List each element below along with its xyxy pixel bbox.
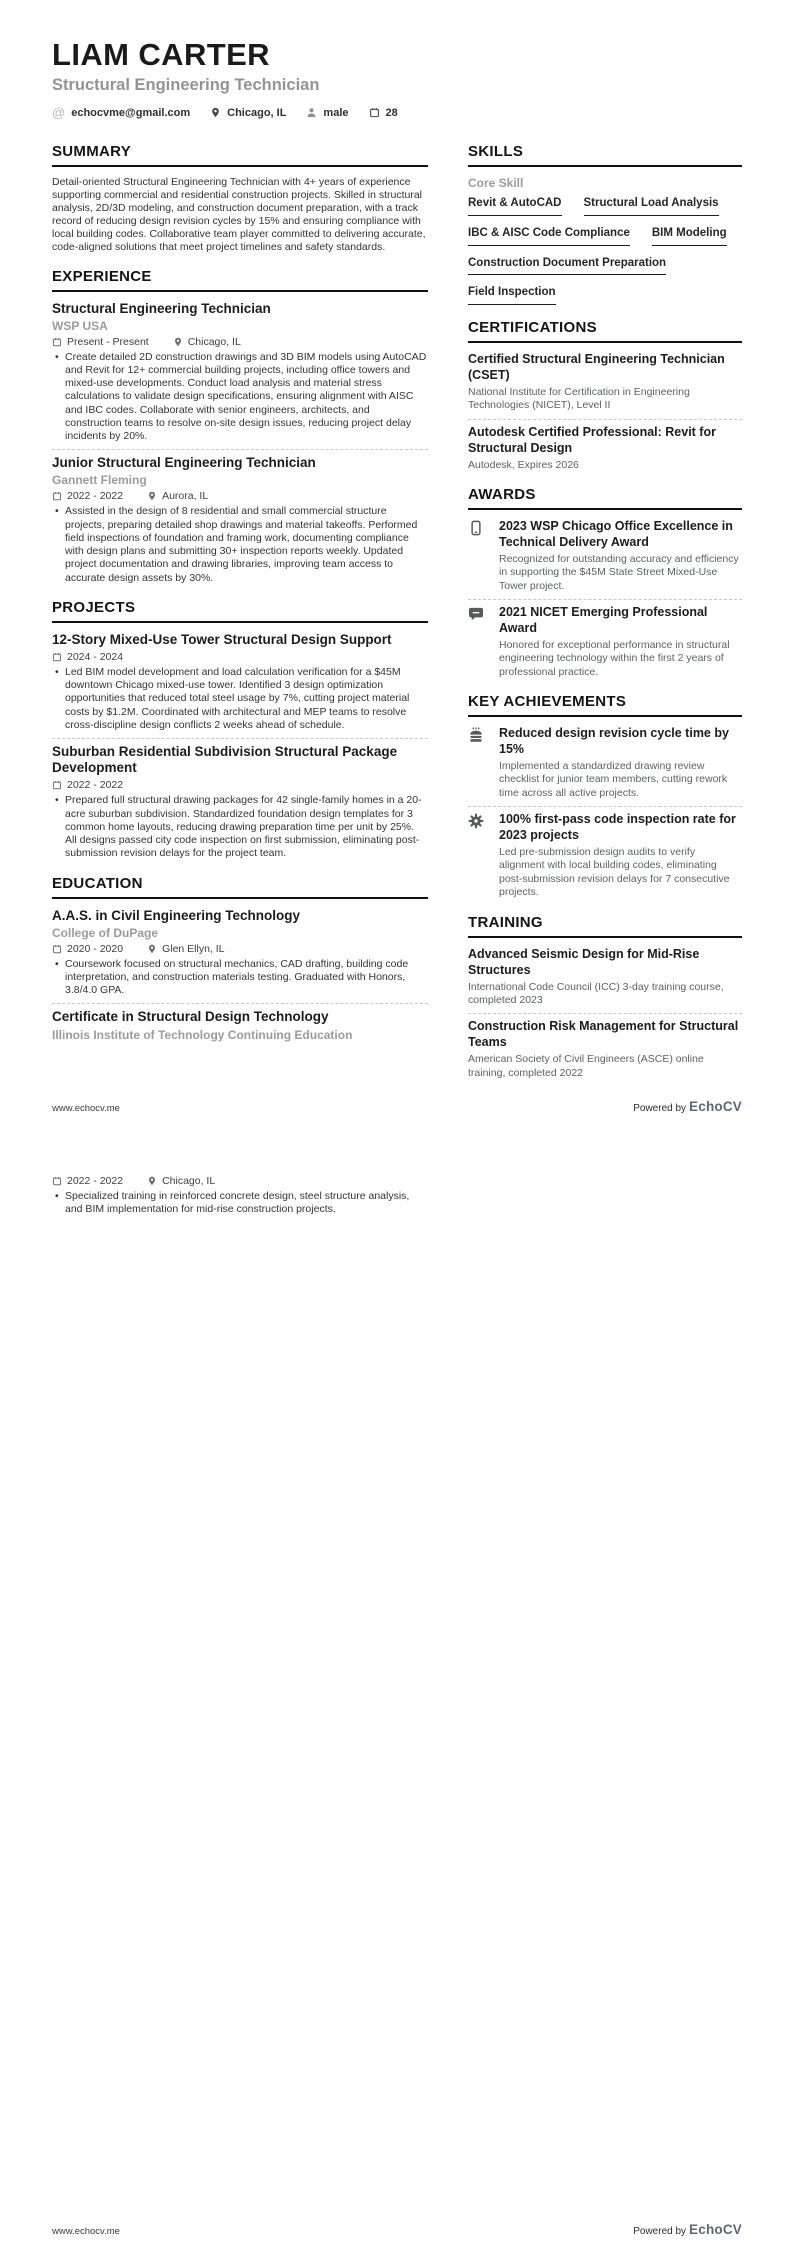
calendar-icon <box>52 491 62 501</box>
job-bullets <box>52 351 428 444</box>
certification-entry <box>468 352 742 413</box>
education-location-value: Chicago, IL <box>162 1175 216 1187</box>
education-location-value: Glen Ellyn, IL <box>162 942 225 955</box>
certification-entry <box>468 425 742 472</box>
achievement-description: Led pre-submission design audits to verify alignment with local building codes, eliminating post-submission revision delays for 7 consecutive projects. <box>499 846 730 899</box>
education-dates <box>52 943 123 955</box>
certification-issuer: Autodesk, Expires 2026 <box>468 458 579 471</box>
award-entry <box>468 519 742 593</box>
project-bullets <box>52 666 428 732</box>
job-title: Junior Structural Engineering Technician <box>52 455 316 471</box>
page-2 <box>0 1123 794 2246</box>
project-bullet: • Led BIM model development and load calculation verification for a $45M downtown Chicago mixed-use tower. Identified 3 design optimization opportunities that reduced total steel usage by 7%, cutting project material costs by $1.2M. Coordinated with architectural and MEP teams to resolve cross-discipline design conflicts 2 weeks ahead of schedule. <box>52 666 428 732</box>
contact-age-value: 28 <box>385 106 398 119</box>
candidate-name: LIAM CARTER <box>52 37 270 72</box>
award-description: Honored for exceptional performance in structural engineering technology within the first 2 years of professional practice. <box>499 638 730 678</box>
education-meta-row <box>52 1175 428 1187</box>
entry-divider <box>52 449 428 450</box>
education-dates <box>52 1175 123 1187</box>
degree-title: Certificate in Structural Design Technology <box>52 1009 329 1025</box>
education-date-value: 2022 - 2022 <box>67 1175 124 1187</box>
training-entry <box>468 1019 742 1080</box>
summary-text: Detail-oriented Structural Engineering Technician with 4+ years of experience supporting commercial and residential construction projects. Skilled in structural analysis, 2D/3D modeling, and construction document preparation, with a track record of reducing design revision cycles by 15% and ensuring compliance with local building codes. Collaborative team player committed to delivering accurate, code-aligned solutions that meet project timelines and safety standards. <box>52 176 426 253</box>
skills-section <box>468 143 742 305</box>
contact-email-value: echocvme@gmail.com <box>71 106 191 119</box>
education-entry <box>52 1009 428 1041</box>
contact-row <box>52 106 742 119</box>
experience-entry <box>52 301 428 444</box>
education-date-value: 2020 - 2020 <box>67 942 124 955</box>
skill-chip: Field Inspection <box>468 286 556 305</box>
education-section <box>52 875 428 1042</box>
person-icon <box>306 107 317 118</box>
project-dates <box>52 651 123 663</box>
project-entry <box>52 632 428 732</box>
achievement-icon-column <box>468 726 486 800</box>
training-description: American Society of Civil Engineers (ASCE) online training, completed 2022 <box>468 1053 704 1079</box>
achievement-title: Reduced design revision cycle time by 15% <box>499 726 729 757</box>
project-dates <box>52 779 123 791</box>
education-bullet: • Coursework focused on structural mechanics, CAD drafting, building code interpretation, and construction materials testing. Graduated with Honors, 3.8/4.0 GPA. <box>52 958 428 998</box>
contact-location-value: Chicago, IL <box>227 106 287 119</box>
achievement-entry <box>468 812 742 900</box>
contact-gender-value: male <box>323 106 349 119</box>
entry-divider <box>52 1003 428 1004</box>
award-icon-column <box>468 519 486 593</box>
job-location-value: Aurora, IL <box>162 490 209 503</box>
entry-divider <box>468 806 742 807</box>
skill-chip: Revit & AutoCAD <box>468 197 562 216</box>
job-date-value: Present - Present <box>67 335 149 348</box>
company-name: WSP USA <box>52 318 108 333</box>
page-2-footer <box>52 2222 742 2237</box>
project-date-value: 2024 - 2024 <box>67 650 124 663</box>
award-icon-column <box>468 605 486 679</box>
training-description: International Code Council (ICC) 3-day training course, completed 2023 <box>468 980 724 1006</box>
education-bullets <box>52 958 428 998</box>
job-bullets <box>52 505 428 584</box>
echocv-brand-link[interactable]: EchoCV <box>689 1099 742 1114</box>
key-achievements-heading: KEY ACHIEVEMENTS <box>468 693 742 717</box>
calendar-icon <box>52 337 62 347</box>
project-meta-row <box>52 779 428 791</box>
job-location <box>147 490 208 502</box>
skill-category-label: Core Skill <box>468 176 524 191</box>
job-dates <box>52 336 149 348</box>
contact-location <box>210 107 286 119</box>
education-bullet: • Specialized training in reinforced concrete design, steel structure analysis, and BIM implementation for mid-rise construction projects. <box>52 1190 428 1216</box>
school-name: Illinois Institute of Technology Continuing Education <box>52 1027 353 1042</box>
key-achievements-section <box>468 693 742 900</box>
training-entry <box>468 947 742 1008</box>
awards-section <box>468 486 742 679</box>
powered-by-label: Powered by <box>633 2226 687 2237</box>
entry-divider <box>468 1013 742 1014</box>
at-sign-icon: @ <box>52 105 66 121</box>
certifications-section <box>468 319 742 472</box>
powered-by-label: Powered by <box>633 1103 687 1114</box>
right-column <box>468 143 742 1094</box>
experience-heading: EXPERIENCE <box>52 268 428 292</box>
skill-chip: Structural Load Analysis <box>584 197 719 216</box>
job-date-value: 2022 - 2022 <box>67 490 124 503</box>
map-pin-icon <box>173 337 183 347</box>
job-location <box>173 336 241 348</box>
awards-heading: AWARDS <box>468 486 742 510</box>
calendar-icon <box>52 652 62 662</box>
job-location-value: Chicago, IL <box>187 335 241 348</box>
skill-chip-list <box>468 197 742 305</box>
skill-chip: IBC & AISC Code Compliance <box>468 227 630 246</box>
projects-heading: PROJECTS <box>52 599 428 623</box>
award-title: 2021 NICET Emerging Professional Award <box>499 605 708 636</box>
achievement-title: 100% first-pass code inspection rate for 2023 projects <box>499 812 736 843</box>
certification-issuer: National Institute for Certification in Engineering Technologies (NICET), Level II <box>468 386 690 412</box>
calendar-icon <box>52 780 62 790</box>
project-title: 12-Story Mixed-Use Tower Structural Design Support <box>52 631 392 647</box>
education-bullets <box>52 1190 428 1216</box>
achievement-icon-column <box>468 812 486 900</box>
achievement-description: Implemented a standardized drawing review checklist for junior team members, cutting rework time across all active projects. <box>499 759 728 799</box>
map-pin-icon <box>147 944 157 954</box>
entry-divider <box>52 738 428 739</box>
training-title: Advanced Seismic Design for Mid-Rise Structures <box>468 946 700 977</box>
powered-by <box>633 1099 742 1114</box>
training-section <box>468 914 742 1080</box>
school-name: College of DuPage <box>52 925 159 940</box>
skill-chip: Construction Document Preparation <box>468 257 666 276</box>
footer-website-link[interactable]: www.echocv.me <box>52 1103 120 1114</box>
job-bullet: • Create detailed 2D construction drawings and 3D BIM models using AutoCAD and Revit for 12+ commercial building projects, including office towers and mixed-use developments. Conduct load analysis and material stress calculations to validate design specifications, ensuring alignment with AISC and IBC codes. Collaborate with senior engineers, architects, and construction teams to resolve on-site design issues, reducing project delay incidents by 20%. <box>52 351 428 444</box>
education-entry <box>52 908 428 998</box>
powered-by <box>633 2222 742 2237</box>
left-column <box>52 143 428 1094</box>
job-title: Structural Engineering Technician <box>52 300 271 316</box>
gear-icon <box>468 813 484 829</box>
map-pin-icon <box>147 491 157 501</box>
education-entry-continued <box>52 1175 428 1216</box>
footer-website-link[interactable]: www.echocv.me <box>52 2226 120 2237</box>
projects-section <box>52 599 428 861</box>
project-date-value: 2022 - 2022 <box>67 779 124 792</box>
map-pin-icon <box>210 107 221 118</box>
entry-divider <box>468 419 742 420</box>
job-dates <box>52 490 123 502</box>
content-columns <box>52 143 742 1094</box>
certifications-heading: CERTIFICATIONS <box>468 319 742 343</box>
company-name: Gannett Fleming <box>52 473 147 488</box>
project-bullet: • Prepared full structural drawing packages for 42 single-family homes in a 20-acre suburban subdivision. Standardized foundation design templates for 3 common home layouts, reducing drawing preparation time per unit by 25%. All designs passed city code inspection on first submission, eliminating post-submission revision delays for the project team. <box>52 794 428 860</box>
project-entry <box>52 744 428 860</box>
candidate-job-title: Structural Engineering Technician <box>52 76 320 95</box>
education-location <box>147 1175 215 1187</box>
resume-header <box>52 38 742 119</box>
summary-section <box>52 143 428 253</box>
award-entry <box>468 605 742 679</box>
achievement-entry <box>468 726 742 800</box>
smartphone-icon <box>468 520 484 536</box>
job-bullet: • Assisted in the design of 8 residential and small commercial structure projects, preparing detailed shop drawings and material takeoffs. Performed field inspections of foundation and framing work, documenting compliance with design plans and submitting 30+ inspection reports weekly. Updated project documentation and drawing libraries, improving team access to accurate design assets by 30%. <box>52 505 428 584</box>
contact-age <box>369 107 398 119</box>
job-meta-row <box>52 336 428 348</box>
experience-entry <box>52 455 428 585</box>
award-description: Recognized for outstanding accuracy and efficiency in supporting the $45M State Street Mixed-Use Tower project. <box>499 552 739 592</box>
calendar-icon <box>52 1176 62 1186</box>
project-bullets <box>52 794 428 860</box>
entry-divider <box>468 599 742 600</box>
degree-title: A.A.S. in Civil Engineering Technology <box>52 907 301 923</box>
education-heading: EDUCATION <box>52 875 428 899</box>
skills-heading: SKILLS <box>468 143 742 167</box>
education-meta-row <box>52 943 428 955</box>
page-1-footer <box>52 1099 742 1114</box>
achievement-body <box>499 726 742 800</box>
experience-section <box>52 268 428 585</box>
training-title: Construction Risk Management for Structural Teams <box>468 1019 739 1050</box>
award-body <box>499 519 742 593</box>
award-title: 2023 WSP Chicago Office Excellence in Technical Delivery Award <box>499 519 733 549</box>
project-meta-row <box>52 651 428 663</box>
award-body <box>499 605 742 679</box>
training-heading: TRAINING <box>468 914 742 938</box>
echocv-brand-link[interactable]: EchoCV <box>689 2222 742 2237</box>
calendar-icon <box>52 944 62 954</box>
achievement-body <box>499 812 742 900</box>
project-title: Suburban Residential Subdivision Structural Package Development <box>52 744 398 776</box>
certification-title: Certified Structural Engineering Technician (CSET) <box>468 352 725 383</box>
contact-email[interactable] <box>52 106 190 119</box>
certification-title: Autodesk Certified Professional: Revit for Structural Design <box>468 424 716 455</box>
skill-chip: BIM Modeling <box>652 227 727 246</box>
education-location <box>147 943 224 955</box>
calendar-icon <box>369 107 380 118</box>
cake-icon <box>468 727 484 743</box>
map-pin-icon <box>147 1176 157 1186</box>
left-column-continued <box>52 1175 428 1216</box>
summary-heading: SUMMARY <box>52 143 428 167</box>
speech-bubble-icon <box>468 606 484 622</box>
job-meta-row <box>52 490 428 502</box>
contact-gender <box>306 107 348 119</box>
